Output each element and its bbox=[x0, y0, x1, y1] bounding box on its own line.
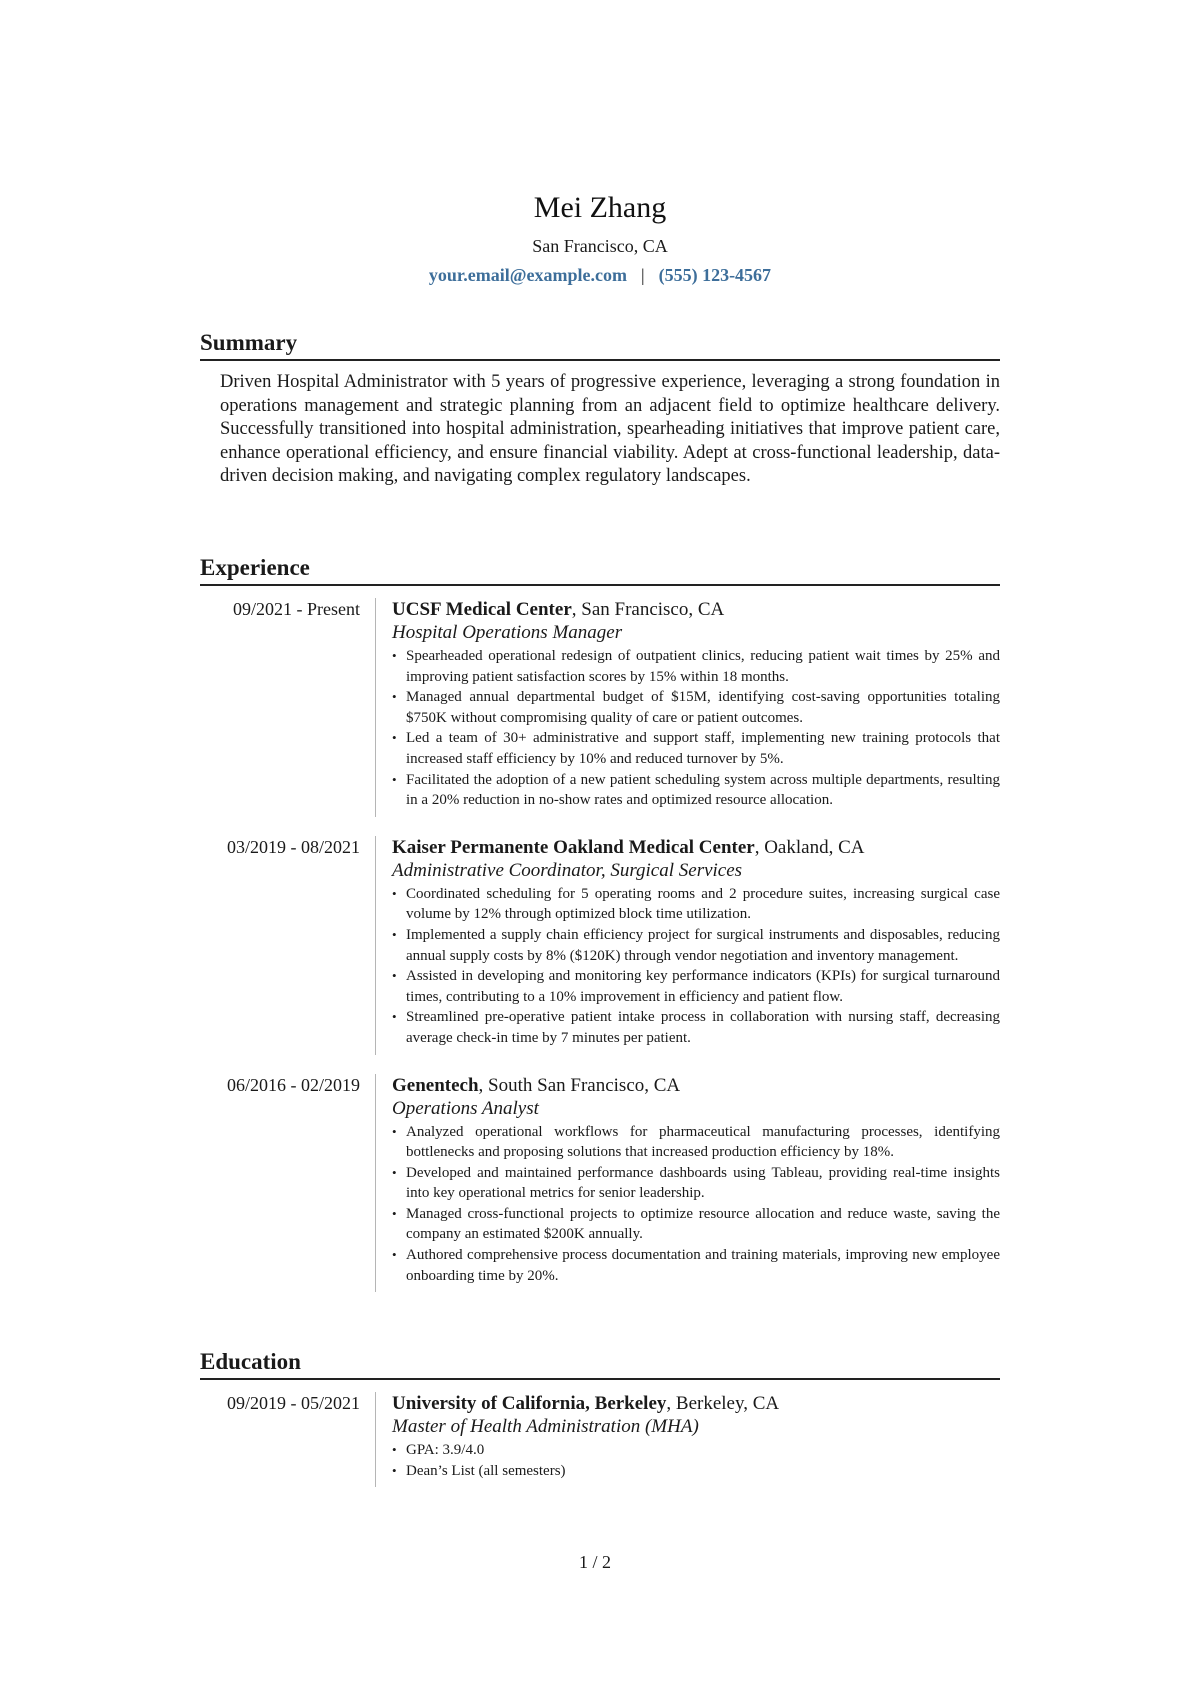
entry-role: Hospital Operations Manager bbox=[392, 622, 623, 643]
entry-role: Operations Analyst bbox=[392, 1097, 539, 1119]
summary-heading: Summary bbox=[200, 328, 1000, 361]
entry-organization bbox=[392, 598, 1000, 621]
experience-entry bbox=[200, 1074, 1000, 1293]
organization-name: University of California, Berkeley bbox=[392, 1393, 667, 1414]
entry-role: Master of Health Administration (MHA) bbox=[392, 1416, 699, 1437]
contact-line bbox=[200, 263, 1000, 287]
experience-section bbox=[200, 553, 1000, 1292]
bullet-item: • Assisted in developing and monitoring key performance indicators (KPIs) for surgical turnaround times, contributing to a 10% improvement in efficiency and patient flow. bbox=[392, 966, 1000, 1007]
phone-link[interactable]: (555) 123-4567 bbox=[658, 265, 772, 285]
experience-entry bbox=[200, 836, 1000, 1055]
entry-bullets bbox=[392, 646, 1000, 811]
organization-name: Genentech bbox=[392, 1074, 479, 1096]
bullet-item: • Streamlined pre-operative patient intake process in collaboration with nursing staff, decreasing average check-in time by 7 minutes per patient. bbox=[392, 1007, 1000, 1048]
organization-name: UCSF Medical Center bbox=[392, 599, 572, 620]
experience-entry bbox=[200, 598, 1000, 817]
bullet-item: • Coordinated scheduling for 5 operating rooms and 2 procedure suites, increasing surgical case volume by 12% through optimized block time utilization. bbox=[392, 884, 1000, 925]
email-link[interactable]: your.email@example.com bbox=[428, 265, 627, 285]
education-section bbox=[200, 1347, 1000, 1487]
entry-body bbox=[375, 836, 1000, 1055]
organization-location: , Berkeley, CA bbox=[666, 1393, 780, 1414]
summary-text: Driven Hospital Administrator with 5 years of progressive experience, leveraging a strong foundation in operations management and strategic planning from an adjacent field to optimize healthcare delivery. Successfully transitioned into hospital administration, spearheading initiatives that improve patient care, enhance operational efficiency, and ensure financial viability. Adept at cross-functional leadership, data-driven decision making, and navigating complex regulatory landscapes. bbox=[220, 372, 1000, 486]
organization-name: Kaiser Permanente Oakland Medical Center bbox=[392, 836, 755, 858]
summary-section bbox=[200, 328, 1000, 489]
bullet-item: • GPA: 3.9/4.0 bbox=[392, 1440, 1000, 1461]
candidate-location: San Francisco, CA bbox=[532, 236, 668, 256]
resume-page bbox=[200, 0, 1000, 1479]
candidate-name: Mei Zhang bbox=[533, 191, 667, 224]
contact-separator: | bbox=[640, 265, 645, 285]
bullet-item: • Analyzed operational workflows for pharmaceutical manufacturing processes, identifying bottlenecks and proposing solutions that increased production efficiency by 18%. bbox=[392, 1122, 1000, 1163]
entry-bullets bbox=[392, 1122, 1000, 1287]
page-number: 1 / 2 bbox=[578, 1552, 611, 1572]
entry-organization bbox=[392, 1392, 1000, 1415]
entry-organization bbox=[392, 836, 1000, 859]
resume-header bbox=[200, 0, 1000, 287]
bullet-item: • Implemented a supply chain efficiency project for surgical instruments and disposables, reducing annual supply costs by 8% ($120K) through vendor negotiation and inventory management. bbox=[392, 925, 1000, 966]
entry-body bbox=[375, 1392, 1000, 1487]
education-entry bbox=[200, 1392, 1000, 1487]
entry-date: 03/2019 - 08/2021 bbox=[227, 836, 360, 857]
bullet-item: • Authored comprehensive process documentation and training materials, improving new employee onboarding time by 20%. bbox=[392, 1245, 1000, 1286]
entry-body bbox=[375, 598, 1000, 817]
entry-bullets bbox=[392, 884, 1000, 1049]
education-heading: Education bbox=[200, 1347, 1000, 1380]
entry-date: 09/2019 - 05/2021 bbox=[227, 1393, 360, 1413]
entry-bullets bbox=[392, 1440, 1000, 1481]
entry-role: Administrative Coordinator, Surgical Services bbox=[392, 859, 743, 881]
bullet-item: • Spearheaded operational redesign of outpatient clinics, reducing patient wait times by 25% and improving patient satisfaction scores by 15% within 18 months. bbox=[392, 646, 1000, 687]
bullet-item: • Managed annual departmental budget of $15M, identifying cost-saving opportunities totaling $750K without compromising quality of care or patient outcomes. bbox=[392, 687, 1000, 728]
organization-location: , Oakland, CA bbox=[754, 836, 865, 858]
experience-heading: Experience bbox=[200, 553, 1000, 586]
entry-body bbox=[375, 1074, 1000, 1293]
bullet-item: • Developed and maintained performance dashboards using Tableau, providing real-time insights into key operational metrics for senior leadership. bbox=[392, 1163, 1000, 1204]
bullet-item: • Facilitated the adoption of a new patient scheduling system across multiple departments, resulting in a 20% reduction in no-show rates and optimized resource allocation. bbox=[392, 770, 1000, 811]
organization-location: , South San Francisco, CA bbox=[478, 1074, 681, 1096]
bullet-item: • Dean’s List (all semesters) bbox=[392, 1461, 1000, 1482]
entry-date: 09/2021 - Present bbox=[233, 599, 360, 619]
entry-organization bbox=[392, 1074, 1000, 1097]
organization-location: , San Francisco, CA bbox=[571, 599, 725, 620]
entry-date: 06/2016 - 02/2019 bbox=[227, 1074, 360, 1095]
bullet-item: • Managed cross-functional projects to optimize resource allocation and reduce waste, saving the company an estimated $200K annually. bbox=[392, 1204, 1000, 1245]
bullet-item: • Led a team of 30+ administrative and support staff, implementing new training protocols that increased staff efficiency by 10% and reduced turnover by 5%. bbox=[392, 728, 1000, 769]
